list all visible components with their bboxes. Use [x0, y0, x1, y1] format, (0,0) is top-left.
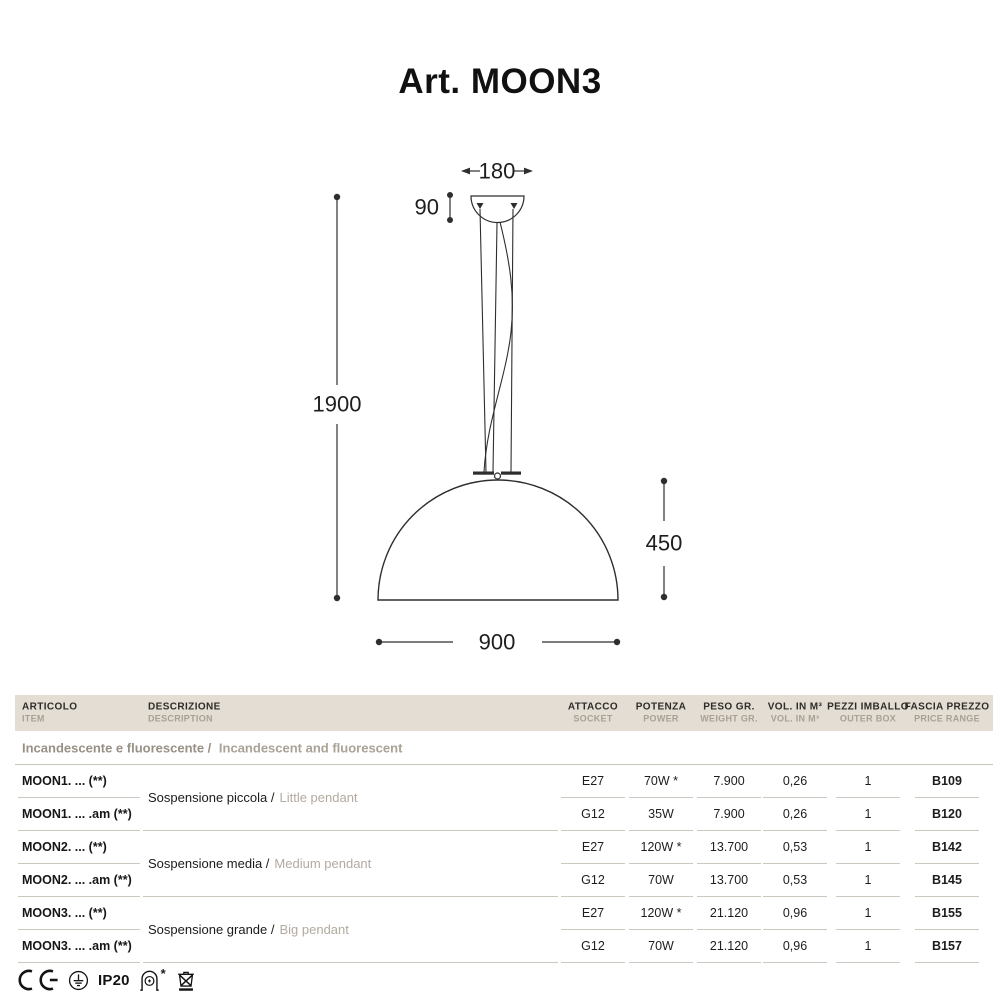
power-value: 120W *: [629, 897, 693, 930]
dim-label-1900: 1900: [312, 391, 362, 417]
description-it: Sospensione grande /: [148, 922, 275, 937]
weight-value: 21.120: [697, 930, 761, 963]
price-range-value: B142: [915, 831, 979, 864]
col-header-it: PEZZI IMBALLO: [827, 701, 909, 713]
item-code: MOON3. ... .am (**): [18, 930, 140, 963]
dimension-canopy-height: [415, 192, 453, 223]
product-group-moon3: [15, 897, 993, 963]
pieces-value: 1: [836, 831, 900, 864]
section-label-it: Incandescente e fluorescente /: [22, 740, 212, 755]
group-description: [143, 765, 558, 831]
dimension-overall-height: [313, 194, 362, 601]
price-range-value: B109: [915, 765, 979, 798]
volume-value: 0,53: [763, 831, 827, 864]
col-header-en: PRICE RANGE: [914, 713, 980, 724]
col-header-en: WEIGHT GR.: [700, 713, 758, 724]
col-header-en: OUTER BOX: [839, 713, 897, 724]
pieces-value: 1: [836, 798, 900, 831]
col-header-articolo: [22, 701, 77, 726]
item-code: MOON2. ... .am (**): [18, 864, 140, 897]
volume-value: 0,96: [763, 930, 827, 963]
shielded-lamp-icon: [139, 969, 160, 992]
weight-value: 7.900: [697, 798, 761, 831]
col-header-it: ATTACCO: [567, 701, 619, 713]
shade-mount: [473, 472, 521, 480]
suspension-cables: [480, 209, 513, 472]
weee-crossed-bin-icon: [175, 967, 197, 993]
col-header-it: DESCRIZIONE: [148, 701, 221, 713]
description-it: Sospensione media /: [148, 856, 270, 871]
volume-value: 0,26: [763, 798, 827, 831]
col-header-it: ARTICOLO: [22, 701, 78, 713]
ce-mark-icon: [17, 969, 59, 991]
volume-value: 0,26: [763, 765, 827, 798]
description-en: Big pendant: [279, 922, 349, 937]
col-header-en: DESCRIPTION: [148, 713, 213, 724]
spec-table: [15, 695, 993, 963]
weight-value: 13.700: [697, 864, 761, 897]
col-header-it: POTENZA: [635, 701, 687, 713]
dome-shade: [378, 480, 618, 600]
power-value: 70W: [629, 864, 693, 897]
earth-ground-icon: [68, 970, 89, 991]
ip-rating-label: IP20: [98, 971, 130, 989]
dim-label-90: 90: [414, 194, 439, 220]
item-code: MOON1. ... (**): [18, 765, 140, 798]
power-value: 70W: [629, 930, 693, 963]
table-header: [15, 695, 993, 731]
ceiling-canopy: [471, 196, 524, 223]
pieces-value: 1: [836, 864, 900, 897]
col-header-fascia: [902, 701, 992, 726]
socket-value: G12: [561, 864, 625, 897]
col-header-it: VOL. IN M³: [767, 701, 823, 713]
power-value: 70W *: [629, 765, 693, 798]
price-range-value: B157: [915, 930, 979, 963]
pieces-value: 1: [836, 765, 900, 798]
certification-row: [17, 964, 197, 996]
col-header-descrizione: [148, 701, 221, 726]
socket-value: E27: [561, 831, 625, 864]
group-description: [143, 897, 558, 963]
col-header-en: POWER: [643, 713, 679, 724]
lamp-asterisk-note: *: [160, 965, 166, 981]
col-header-en: VOL. IN M³: [770, 713, 820, 724]
dim-label-180: 180: [478, 158, 516, 184]
dim-label-900: 900: [478, 629, 516, 655]
weight-value: 13.700: [697, 831, 761, 864]
dimension-canopy-width: [461, 159, 533, 184]
description-en: Medium pendant: [274, 856, 372, 871]
description-en: Little pendant: [279, 790, 358, 805]
volume-value: 0,53: [763, 864, 827, 897]
price-range-value: B120: [915, 798, 979, 831]
col-header-it: PESO GR.: [703, 701, 755, 713]
dim-label-450: 450: [645, 530, 683, 556]
volume-value: 0,96: [763, 897, 827, 930]
product-group-moon2: [15, 831, 993, 897]
dimension-shade-diameter: [376, 630, 620, 655]
product-group-moon1: [15, 765, 993, 831]
col-header-pezzi: [823, 701, 913, 726]
socket-value: G12: [561, 930, 625, 963]
pieces-value: 1: [836, 897, 900, 930]
pieces-value: 1: [836, 930, 900, 963]
socket-value: G12: [561, 798, 625, 831]
price-range-value: B145: [915, 864, 979, 897]
col-header-en: ITEM: [22, 713, 45, 724]
group-description: [143, 831, 558, 897]
socket-value: E27: [561, 765, 625, 798]
item-code: MOON1. ... .am (**): [18, 798, 140, 831]
item-code: MOON2. ... (**): [18, 831, 140, 864]
description-it: Sospensione piccola /: [148, 790, 275, 805]
weight-value: 7.900: [697, 765, 761, 798]
page-title: Art. MOON3: [398, 62, 602, 101]
pendant-lamp-technical-drawing: [0, 140, 1000, 680]
power-value: 35W: [629, 798, 693, 831]
shielded-lamp-symbol: [139, 965, 166, 992]
section-header-incandescent: [15, 731, 993, 765]
price-range-value: B155: [915, 897, 979, 930]
col-header-it: FASCIA PREZZO: [904, 701, 990, 713]
dimension-shade-height: [646, 478, 683, 600]
weight-value: 21.120: [697, 897, 761, 930]
section-label-en: Incandescent and fluorescent: [218, 740, 403, 755]
power-value: 120W *: [629, 831, 693, 864]
col-header-en: SOCKET: [573, 713, 613, 724]
socket-value: E27: [561, 897, 625, 930]
item-code: MOON3. ... (**): [18, 897, 140, 930]
